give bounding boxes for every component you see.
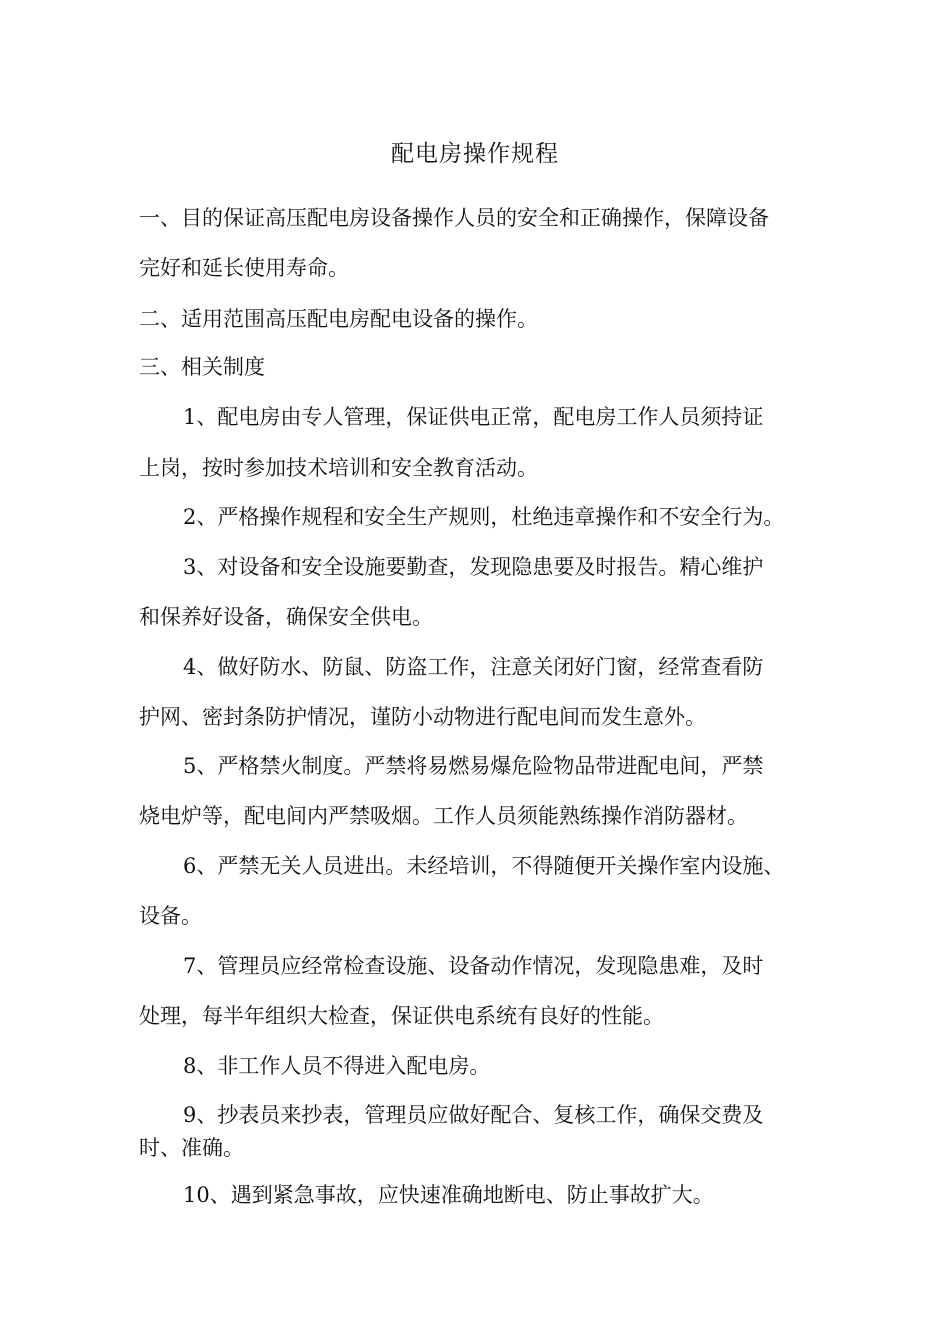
text-line: 10、遇到紧急事故，应快速准确地断电、防止事故扩大。 bbox=[183, 1183, 714, 1207]
text-line: 设备。 bbox=[139, 904, 202, 928]
text-line: 5、严格禁火制度。严禁将易燃易爆危险物品带进配电间，严禁 bbox=[183, 754, 764, 778]
text-line: 2、严格操作规程和安全生产规则，杜绝违章操作和不安全行为。 bbox=[183, 505, 785, 529]
text-line: 上岗，按时参加技术培训和安全教育活动。 bbox=[139, 456, 538, 480]
text-line: 和保养好设备，确保安全供电。 bbox=[139, 605, 433, 629]
text-line: 烧电炉等，配电间内严禁吸烟。工作人员须能熟练操作消防器材。 bbox=[139, 804, 748, 828]
text-line: 护网、密封条防护情况，谨防小动物进行配电间而发生意外。 bbox=[139, 705, 706, 729]
text-line: 9、抄表员来抄表，管理员应做好配合、复核工作，确保交费及 bbox=[183, 1103, 764, 1127]
text-line: 处理，每半年组织大检查，保证供电系统有良好的性能。 bbox=[139, 1004, 664, 1028]
text-line: 二、适用范围高压配电房配电设备的操作。 bbox=[139, 307, 538, 331]
page-title: 配电房操作规程 bbox=[391, 141, 559, 167]
text-line: 3、对设备和安全设施要勤查，发现隐患要及时报告。精心维护 bbox=[183, 555, 764, 579]
text-line: 一、目的保证高压配电房设备操作人员的安全和正确操作，保障设备 bbox=[139, 206, 769, 230]
text-line: 4、做好防水、防鼠、防盗工作，注意关闭好门窗，经常查看防 bbox=[183, 655, 764, 679]
text-line: 时、准确。 bbox=[139, 1136, 244, 1160]
text-line: 1、配电房由专人管理，保证供电正常，配电房工作人员须持证 bbox=[183, 405, 764, 429]
text-line: 三、相关制度 bbox=[139, 355, 265, 379]
text-line: 7、管理员应经常检查设施、设备动作情况，发现隐患难，及时 bbox=[183, 954, 764, 978]
text-line: 8、非工作人员不得进入配电房。 bbox=[183, 1054, 491, 1078]
text-line: 完好和延长使用寿命。 bbox=[139, 256, 349, 280]
text-line: 6、严禁无关人员进出。未经培训，不得随便开关操作室内设施、 bbox=[183, 854, 785, 878]
